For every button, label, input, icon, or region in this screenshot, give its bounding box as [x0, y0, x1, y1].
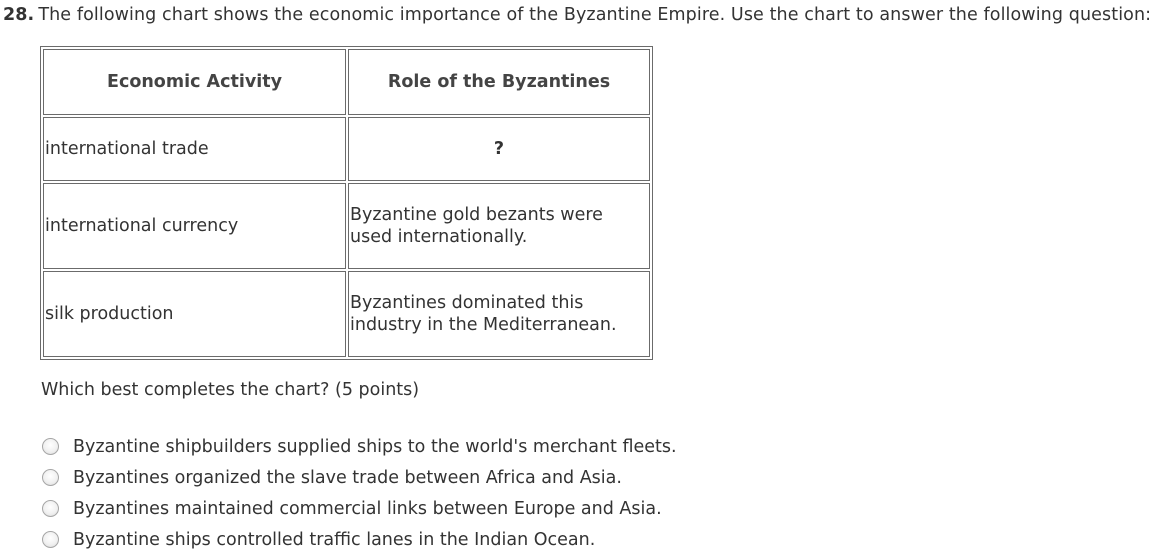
header-economic-activity: Economic Activity [43, 49, 346, 115]
table-row [43, 117, 650, 181]
option-label[interactable]: Byzantines organized the slave trade between Africa and Asia. [73, 467, 622, 488]
economic-chart [40, 46, 653, 360]
question-prompt: Which best completes the chart? (5 points) [41, 380, 420, 400]
question-number: 28. [3, 5, 35, 25]
answer-options [41, 431, 677, 555]
chart-table [40, 46, 653, 360]
activity-cell: silk production [43, 271, 346, 357]
answer-option-3[interactable] [41, 493, 677, 524]
answer-option-1[interactable] [41, 431, 677, 462]
radio-button[interactable] [42, 469, 59, 486]
table-row [43, 271, 650, 357]
answer-option-2[interactable] [41, 462, 677, 493]
question-text: The following chart shows the economic importance of the Byzantine Empire. Use the chart to answer the following question: [38, 5, 1152, 25]
radio-button[interactable] [42, 500, 59, 517]
header-role-of-byzantines: Role of the Byzantines [348, 49, 650, 115]
role-cell: Byzantine gold bezants were used internationally. [348, 183, 650, 269]
role-cell-unknown: ? [348, 117, 650, 181]
activity-cell: international currency [43, 183, 346, 269]
option-label[interactable]: Byzantine shipbuilders supplied ships to the world's merchant fleets. [73, 436, 677, 457]
option-label[interactable]: Byzantines maintained commercial links between Europe and Asia. [73, 498, 662, 519]
table-header-row [43, 49, 650, 115]
answer-option-4[interactable] [41, 524, 677, 555]
option-label[interactable]: Byzantine ships controlled traffic lanes in the Indian Ocean. [73, 529, 596, 550]
question-header [3, 4, 1151, 26]
role-cell: Byzantines dominated this industry in the Mediterranean. [348, 271, 650, 357]
table-row [43, 183, 650, 269]
radio-button[interactable] [42, 531, 59, 548]
activity-cell: international trade [43, 117, 346, 181]
radio-button[interactable] [42, 438, 59, 455]
